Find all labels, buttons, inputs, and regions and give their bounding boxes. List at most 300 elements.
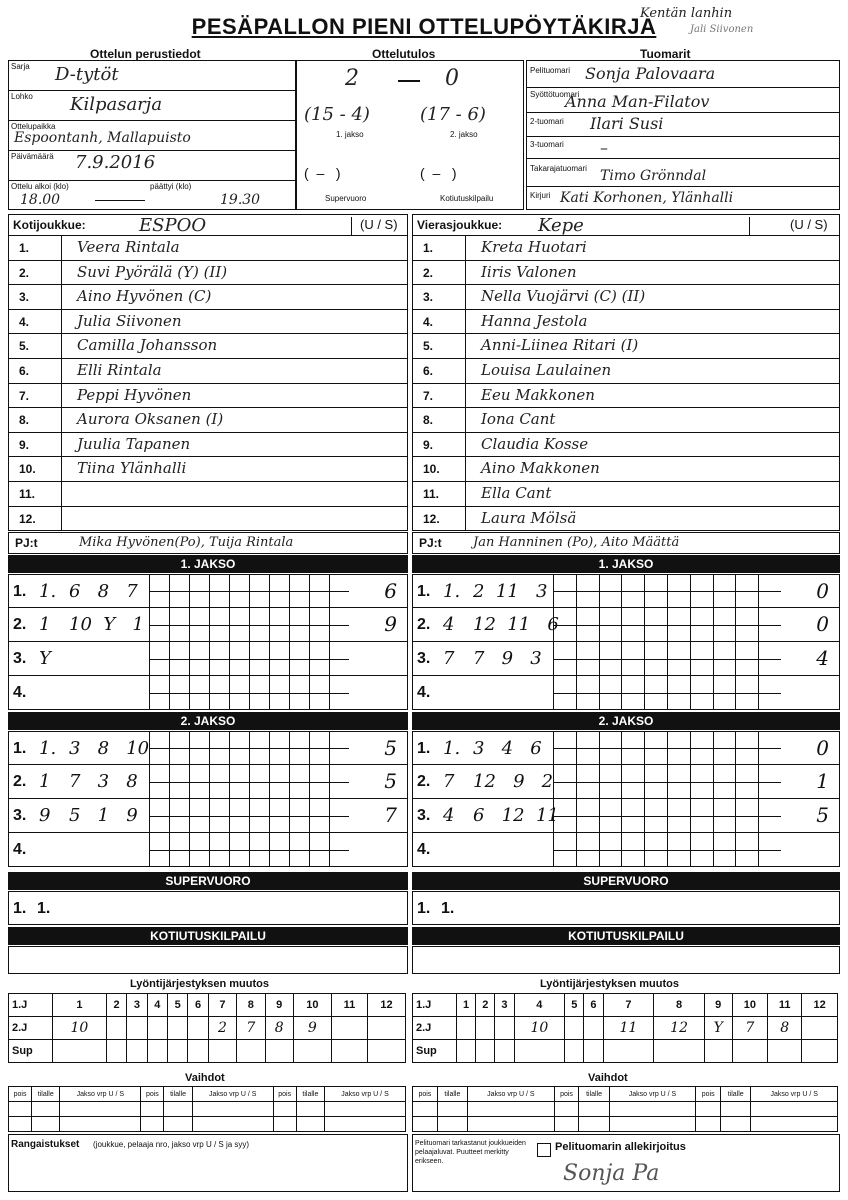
- order-cell: [188, 1040, 208, 1063]
- order-cell: 3: [127, 994, 147, 1017]
- vaihdot-col: Jakso vrp U / S: [751, 1087, 838, 1102]
- away-pj-row: [412, 532, 840, 554]
- inning-number: 1.: [417, 583, 431, 600]
- vaihdot-cell: [579, 1117, 609, 1132]
- result-away: 0: [445, 66, 459, 91]
- player-field-divider: [61, 236, 62, 260]
- player-row: [8, 482, 408, 507]
- vaihdot-cell: [696, 1102, 721, 1117]
- order-cell: [147, 1040, 167, 1063]
- order-cell: 9: [265, 994, 293, 1017]
- player-row: [8, 507, 408, 532]
- player-number: 5.: [19, 339, 30, 354]
- player-row: [412, 236, 840, 261]
- player-field-divider: [465, 384, 466, 408]
- vaihdot-cell: [273, 1102, 296, 1117]
- player-field-divider: [61, 334, 62, 358]
- check-box[interactable]: [537, 1143, 551, 1157]
- result-koti: ( – ): [420, 165, 457, 181]
- home-super-row: [8, 891, 408, 925]
- order-cell: 7: [237, 1017, 265, 1040]
- player-field-divider: [465, 507, 466, 531]
- player-row: [412, 261, 840, 286]
- vaihdot-cell: [554, 1102, 579, 1117]
- player-name: Kreta Huotari: [481, 238, 587, 256]
- player-name: Hanna Jestola: [481, 311, 588, 330]
- player-row: [412, 507, 840, 532]
- order-cell: [495, 1040, 514, 1063]
- order-cell: [584, 1017, 603, 1040]
- vaihdot-cell: [468, 1102, 555, 1117]
- player-field-divider: [61, 384, 62, 408]
- player-row: [8, 285, 408, 310]
- inning-grid: [149, 732, 349, 764]
- grid-midline: [553, 625, 781, 626]
- order-cell: 6: [188, 994, 208, 1017]
- player-field-divider: [61, 359, 62, 383]
- inning-runs: 5: [384, 769, 397, 793]
- player-name: Eeu Makkonen: [481, 385, 595, 404]
- order-cell: 6: [584, 994, 603, 1017]
- inning-row: [8, 642, 408, 676]
- inning-hits: 6 12 11: [473, 805, 559, 826]
- vaihdot-cell: [192, 1117, 273, 1132]
- order-cell: [603, 1040, 654, 1063]
- inning-hits: 5 1 9: [69, 805, 138, 826]
- order-cell: 4: [147, 994, 167, 1017]
- vaihdot-cell: [192, 1102, 273, 1117]
- order-cell: [147, 1017, 167, 1040]
- home-super-sub: 1.: [37, 900, 51, 917]
- inning-row: [8, 574, 408, 608]
- order-cell: [106, 1017, 126, 1040]
- order-row-label: Sup: [413, 1040, 457, 1063]
- vaihdot-col: pois: [413, 1087, 438, 1102]
- order-cell: 2: [106, 994, 126, 1017]
- player-field-divider: [465, 310, 466, 334]
- player-row: [8, 384, 408, 409]
- player-field-divider: [61, 285, 62, 309]
- order-cell: [368, 1040, 406, 1063]
- order-cell: 9: [704, 994, 732, 1017]
- vaihdot-cell: [554, 1117, 579, 1132]
- player-name: Anni-Liinea Ritari (I): [481, 336, 639, 355]
- order-cell: 5: [565, 994, 584, 1017]
- vaihdot-col: pois: [9, 1087, 32, 1102]
- player-number: 11.: [19, 487, 36, 501]
- inning-grid: [553, 575, 781, 607]
- away-team-name: Kepe: [538, 215, 584, 236]
- order-cell: 2: [208, 1017, 236, 1040]
- order-cell: 11: [603, 1017, 654, 1040]
- corner-note-2: Jali Siivonen: [690, 24, 754, 35]
- order-cell: 7: [603, 994, 654, 1017]
- inning-row: [8, 608, 408, 642]
- player-field-divider: [61, 507, 62, 531]
- inning-grid: [149, 642, 349, 675]
- result-home: 2: [345, 66, 359, 91]
- player-number: 7.: [19, 388, 30, 403]
- order-cell: [106, 1040, 126, 1063]
- away-us: (U / S): [749, 217, 828, 235]
- order-cell: 12: [368, 994, 406, 1017]
- inning-row: [8, 833, 408, 867]
- order-grid: [412, 993, 838, 1063]
- away-koti-box: [412, 946, 840, 974]
- syotto-label: Syöttötuomari: [530, 90, 580, 99]
- inning-row: [8, 765, 408, 799]
- order-cell: [331, 1017, 367, 1040]
- player-number: 9.: [423, 437, 434, 452]
- inning-row: [412, 574, 840, 608]
- paikka-label: Ottelupaikka: [11, 122, 56, 131]
- inning-row: [8, 676, 408, 710]
- player-name: Claudia Kosse: [481, 434, 589, 453]
- player-number: 10.: [423, 462, 440, 477]
- player-row: [412, 334, 840, 359]
- player-name: Laura Mölsä: [481, 508, 577, 527]
- player-number: 9.: [19, 437, 30, 452]
- inning-runs: 1: [816, 769, 829, 793]
- inning-sub: 1: [39, 771, 51, 792]
- order-cell: [127, 1040, 147, 1063]
- grid-midline: [149, 659, 349, 660]
- player-number: 4.: [19, 314, 30, 329]
- inning-number: 4.: [417, 684, 431, 701]
- vaihdot-cell: [751, 1102, 838, 1117]
- inning-number: 3.: [13, 650, 27, 667]
- grid-midline: [553, 850, 781, 851]
- inning-hits: 12 11 6: [473, 614, 559, 635]
- player-row: [412, 482, 840, 507]
- home-j1-bar: 1. JAKSO: [8, 555, 408, 573]
- vaihdot-col: tilalle: [164, 1087, 192, 1102]
- order-cell: 1: [457, 994, 476, 1017]
- order-cell: 7: [208, 994, 236, 1017]
- order-cell: [331, 1040, 367, 1063]
- vaihdot-cell: [696, 1117, 721, 1132]
- inning-runs: 7: [384, 803, 397, 827]
- vaihdot-col: tilalle: [579, 1087, 609, 1102]
- away-super-sub: 1.: [441, 900, 455, 917]
- inning-grid: [553, 608, 781, 641]
- inning-grid: [149, 765, 349, 798]
- vaihdot-cell: [296, 1117, 324, 1132]
- order-cell: 3: [495, 994, 514, 1017]
- player-name: Julia Siivonen: [77, 311, 182, 330]
- order-grid: [8, 993, 406, 1063]
- result-j2: (17 - 6): [420, 104, 486, 125]
- sarja-label: Sarja: [11, 62, 30, 71]
- player-row: [8, 408, 408, 433]
- grid-midline: [149, 625, 349, 626]
- vaihdot-cell: [609, 1117, 696, 1132]
- rangaistukset-label: Rangaistukset: [11, 1139, 80, 1150]
- order-cell: [802, 1017, 838, 1040]
- player-number: 8.: [423, 413, 434, 428]
- order-cell: 10: [732, 994, 768, 1017]
- inning-hits: 12 9 2: [473, 771, 554, 792]
- inning-runs: 0: [816, 736, 829, 760]
- order-cell: [476, 1017, 495, 1040]
- vaihdot-col: Jakso vrp U / S: [468, 1087, 555, 1102]
- vaihdot-cell: [609, 1102, 696, 1117]
- player-field-divider: [465, 482, 466, 506]
- vaihdot-col: Jakso vrp U / S: [192, 1087, 273, 1102]
- result-super: ( – ): [304, 165, 341, 181]
- away-super-row: [412, 891, 840, 925]
- inning-grid: [149, 608, 349, 641]
- inning-sub: 1.: [39, 581, 57, 602]
- inning-runs: 0: [816, 579, 829, 603]
- vaihdot-col: tilalle: [296, 1087, 324, 1102]
- inning-number: 1.: [13, 583, 27, 600]
- away-j2-bar: 2. JAKSO: [412, 712, 840, 730]
- sign-label: Pelituomarin allekirjoitus: [555, 1141, 686, 1153]
- inning-number: 2.: [13, 773, 27, 790]
- away-team-header: [412, 214, 840, 236]
- vaihdot-col: pois: [273, 1087, 296, 1102]
- player-name: Ella Cant: [481, 484, 552, 502]
- away-label: Vierasjoukkue:: [417, 218, 503, 232]
- player-row: [8, 359, 408, 384]
- pvm-label: Päivämäärä: [11, 152, 54, 161]
- player-field-divider: [465, 236, 466, 260]
- player-name: Elli Rintala: [77, 361, 162, 379]
- player-field-divider: [465, 433, 466, 457]
- order-cell: [457, 1040, 476, 1063]
- player-number: 4.: [423, 314, 434, 329]
- away-pj-value: Jan Hanninen (Po), Aito Määttä: [473, 535, 680, 550]
- inning-sub: 1.: [443, 581, 461, 602]
- order-cell: 11: [768, 994, 802, 1017]
- inning-sub: 4: [443, 805, 455, 826]
- order-cell: [495, 1017, 514, 1040]
- inning-hits: 10 Y 1: [69, 614, 144, 635]
- player-number: 3.: [19, 290, 30, 305]
- order-cell: [208, 1040, 236, 1063]
- player-name: Iona Cant: [481, 410, 556, 429]
- player-field-divider: [61, 261, 62, 285]
- taka-label: Takarajatuomari: [530, 164, 587, 173]
- player-field-divider: [465, 261, 466, 285]
- t3-label: 3-tuomari: [530, 140, 564, 149]
- vaihdot-cell: [437, 1102, 467, 1117]
- inning-row: [412, 833, 840, 867]
- grid-midline: [553, 659, 781, 660]
- grid-midline: [553, 693, 781, 694]
- signature: Sonja Pa: [563, 1161, 660, 1186]
- order-cell: [565, 1017, 584, 1040]
- home-team-header: [8, 214, 408, 236]
- vaihdot-cell: [751, 1117, 838, 1132]
- player-name: Nella Vuojärvi (C) (II): [481, 287, 646, 306]
- result-j1: (15 - 4): [304, 104, 370, 125]
- player-row: [412, 457, 840, 482]
- pelituomari-value: Sonja Palovaara: [585, 64, 716, 83]
- order-cell: [802, 1040, 838, 1063]
- order-cell: 9: [293, 1017, 331, 1040]
- inning-number: 2.: [13, 616, 27, 633]
- player-row: [412, 310, 840, 335]
- order-row-label: 1.J: [9, 994, 53, 1017]
- away-koti-bar: KOTIUTUSKILPAILU: [412, 927, 840, 945]
- vaihdot-cell: [9, 1102, 32, 1117]
- corner-note: Kentän lanhin: [640, 6, 733, 21]
- order-cell: [265, 1040, 293, 1063]
- order-cell: 7: [732, 1017, 768, 1040]
- inning-number: 3.: [13, 807, 27, 824]
- inning-number: 3.: [417, 807, 431, 824]
- inning-number: 1.: [13, 740, 27, 757]
- home-super-bar: SUPERVUORO: [8, 872, 408, 890]
- vaihdot-cell: [296, 1102, 324, 1117]
- inning-row: [412, 731, 840, 765]
- inning-sub: Y: [39, 648, 51, 669]
- vaihdot-grid: [8, 1086, 406, 1132]
- inning-hits: 3 4 6: [473, 738, 542, 759]
- inning-number: 2.: [417, 773, 431, 790]
- player-field-divider: [61, 482, 62, 506]
- away-order-title: Lyöntijärjestyksen muutos: [540, 978, 679, 990]
- order-cell: [476, 1040, 495, 1063]
- order-row-label: 1.J: [413, 994, 457, 1017]
- inning-sub: 4: [443, 614, 455, 635]
- inning-hits: 7 9 3: [473, 648, 542, 669]
- order-cell: [514, 1040, 565, 1063]
- vaihdot-cell: [60, 1102, 141, 1117]
- inning-row: [412, 608, 840, 642]
- grid-midline: [553, 748, 781, 749]
- home-label: Kotijoukkue:: [13, 218, 86, 232]
- order-cell: 12: [654, 1017, 705, 1040]
- player-name: Iiris Valonen: [481, 262, 577, 281]
- lohko-label: Lohko: [11, 92, 33, 101]
- player-row: [412, 285, 840, 310]
- vaihdot-col: Jakso vrp U / S: [60, 1087, 141, 1102]
- lohko-value: Kilpasarja: [70, 94, 163, 115]
- order-cell: [565, 1040, 584, 1063]
- order-cell: [654, 1040, 705, 1063]
- paikka-value: Espoontanh, Mallapuisto: [14, 130, 191, 146]
- player-name: Camilla Johansson: [77, 336, 218, 355]
- kirjuri-value: Kati Korhonen, Ylänhalli: [560, 190, 734, 206]
- kirjuri-label: Kirjuri: [530, 191, 551, 200]
- away-vaihdot-title: Vaihdot: [588, 1072, 628, 1084]
- inning-number: 4.: [13, 841, 27, 858]
- order-cell: 8: [654, 994, 705, 1017]
- player-field-divider: [61, 433, 62, 457]
- inning-row: [412, 676, 840, 710]
- inning-runs: 4: [816, 646, 829, 670]
- t2-value: Ilari Susi: [590, 114, 664, 133]
- order-cell: 1: [53, 994, 107, 1017]
- player-name: Aurora Oksanen (I): [77, 410, 224, 429]
- inning-runs: 6: [384, 579, 397, 603]
- inning-sub: 1: [39, 614, 51, 635]
- t2-label: 2-tuomari: [530, 117, 564, 126]
- vaihdot-cell: [164, 1102, 192, 1117]
- order-cell: 12: [802, 994, 838, 1017]
- inning-grid: [149, 833, 349, 866]
- home-super-n: 1.: [13, 900, 27, 917]
- player-name: Louisa Laulainen: [481, 361, 612, 379]
- player-number: 7.: [423, 388, 434, 403]
- player-number: 8.: [19, 413, 30, 428]
- vaihdot-cell: [325, 1117, 406, 1132]
- inning-hits: 2 11 3: [473, 581, 548, 602]
- inning-grid: [553, 732, 781, 764]
- vaihdot-col: tilalle: [437, 1087, 467, 1102]
- basics-header: Ottelun perustiedot: [90, 47, 201, 61]
- j1-label: 1. jakso: [336, 130, 364, 139]
- order-cell: 10: [514, 1017, 565, 1040]
- vaihdot-cell: [721, 1102, 751, 1117]
- vaihdot-col: tilalle: [721, 1087, 751, 1102]
- inning-grid: [553, 799, 781, 832]
- grid-midline: [149, 816, 349, 817]
- t3-value: –: [600, 138, 608, 157]
- player-field-divider: [465, 359, 466, 383]
- away-j1-bar: 1. JAKSO: [412, 555, 840, 573]
- vaihdot-grid: [412, 1086, 838, 1132]
- vaihdot-cell: [437, 1117, 467, 1132]
- player-field-divider: [465, 285, 466, 309]
- away-super-bar: SUPERVUORO: [412, 872, 840, 890]
- inning-runs: 5: [384, 736, 397, 760]
- grid-midline: [149, 748, 349, 749]
- player-number: 5.: [423, 339, 434, 354]
- inning-number: 4.: [13, 684, 27, 701]
- inning-number: 3.: [417, 650, 431, 667]
- home-order-title: Lyöntijärjestyksen muutos: [130, 978, 269, 990]
- order-cell: 8: [265, 1017, 293, 1040]
- inning-row: [412, 765, 840, 799]
- inning-number: 1.: [417, 740, 431, 757]
- sarja-value: D-tytöt: [55, 64, 119, 85]
- order-cell: 2: [476, 994, 495, 1017]
- inning-row: [412, 799, 840, 833]
- player-name: Aino Hyvönen (C): [77, 287, 212, 306]
- player-field-divider: [465, 408, 466, 432]
- inning-grid: [553, 833, 781, 866]
- order-cell: 10: [293, 994, 331, 1017]
- order-cell: [732, 1040, 768, 1063]
- pvm-value: 7.9.2016: [75, 152, 156, 173]
- player-field-divider: [61, 310, 62, 334]
- result-header: Ottelutulos: [372, 47, 436, 61]
- order-cell: [53, 1040, 107, 1063]
- home-team-name: ESPOO: [139, 215, 207, 236]
- order-cell: 5: [168, 994, 188, 1017]
- koti-label: Kotiutuskilpailu: [440, 194, 494, 203]
- order-cell: Y: [704, 1017, 732, 1040]
- referees-header: Tuomarit: [640, 47, 691, 61]
- inning-runs: 0: [816, 612, 829, 636]
- home-pj-row: [8, 532, 408, 554]
- order-cell: [188, 1017, 208, 1040]
- paattyi-label: päättyi (klo): [150, 182, 192, 191]
- vaihdot-cell: [32, 1102, 60, 1117]
- vaihdot-cell: [32, 1117, 60, 1132]
- order-cell: [127, 1017, 147, 1040]
- home-koti-bar: KOTIUTUSKILPAILU: [8, 927, 408, 945]
- grid-midline: [149, 693, 349, 694]
- vaihdot-cell: [413, 1102, 438, 1117]
- order-cell: [237, 1040, 265, 1063]
- player-number: 10.: [19, 462, 36, 477]
- player-row: [8, 236, 408, 261]
